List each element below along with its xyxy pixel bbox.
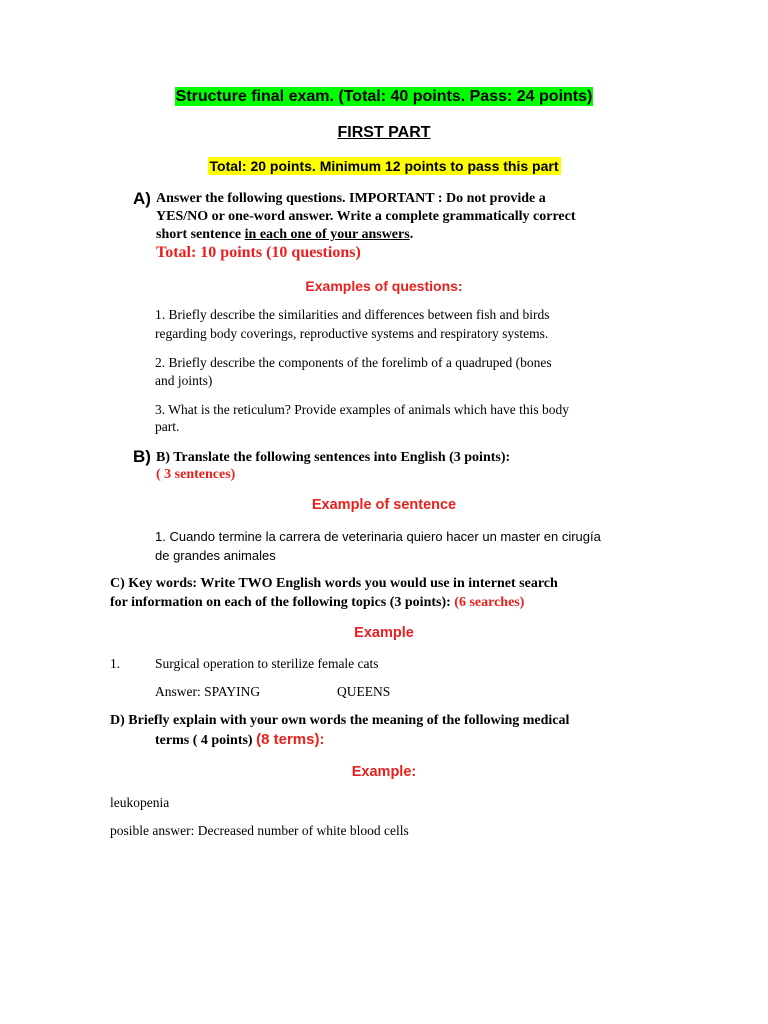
exam-title-text: Structure final exam. (Total: 40 points. Pass: 24 points) xyxy=(175,88,593,105)
section-d-example-heading: Example: xyxy=(351,764,417,780)
section-a-line3-underlined: in each one of your answers xyxy=(244,227,410,242)
question-3-line2: part. xyxy=(155,419,180,434)
question-2-line2: and joints) xyxy=(155,373,213,388)
section-c-line2 xyxy=(110,595,524,611)
section-a-line3-post: . xyxy=(409,227,414,242)
section-b-marker: B) xyxy=(133,447,151,466)
section-a-marker: A) xyxy=(133,189,151,208)
section-d-line2 xyxy=(155,731,324,749)
section-a-total: Total: 10 points (10 questions) xyxy=(156,244,361,261)
section-c-example-heading: Example xyxy=(354,625,414,641)
section-b-count: ( 3 sentences) xyxy=(156,467,236,482)
section-b-example-heading: Example of sentence xyxy=(311,497,457,513)
question-2-line1: 2. Briefly describe the components of the forelimb of a quadruped (bones xyxy=(155,355,552,370)
section-d-line1: D) Briefly explain with your own words the meaning of the following medical xyxy=(110,713,570,728)
part-total-text: Total: 20 points. Minimum 12 points to pass this part xyxy=(209,158,559,174)
section-b-heading: B) Translate the following sentences into English (3 points): xyxy=(156,450,511,465)
question-1-line1: 1. Briefly describe the similarities and differences between fish and birds xyxy=(155,307,550,322)
part-title: FIRST PART xyxy=(337,124,431,141)
topic-item-number: 1. xyxy=(110,656,121,671)
section-c-count: (6 searches) xyxy=(454,595,525,610)
sentence-1-line2: de grandes animales xyxy=(155,548,276,563)
example-term: leukopenia xyxy=(110,795,170,810)
answer-word-2: QUEENS xyxy=(337,684,391,699)
answer-label: Answer: SPAYING xyxy=(155,684,261,699)
section-c-line2-text: for information on each of the following topics (3 points): xyxy=(110,595,451,610)
exam-title xyxy=(0,88,768,106)
section-c-line1: C) Key words: Write TWO English words you would use in internet search xyxy=(110,576,558,591)
part-total xyxy=(0,158,768,176)
question-1-line2: regarding body coverings, reproductive systems and respiratory systems. xyxy=(155,326,549,341)
question-3-line1: 3. What is the reticulum? Provide examples of animals which have this body xyxy=(155,402,570,417)
section-d-line2-text: terms ( 4 points) xyxy=(155,733,253,748)
example-answer: posible answer: Decreased number of white blood cells xyxy=(110,823,409,838)
section-a-examples-heading: Examples of questions: xyxy=(305,278,463,294)
sentence-1-line1: 1. Cuando termine la carrera de veterinaria quiero hacer un master en cirugía xyxy=(155,529,601,544)
section-a-line2: YES/NO or one-word answer. Write a complete grammatically correct xyxy=(156,209,576,224)
topic-item-text: Surgical operation to sterilize female cats xyxy=(155,656,379,671)
section-a-line1: Answer the following questions. IMPORTANT : Do not provide a xyxy=(156,191,546,206)
section-d-count: (8 terms): xyxy=(256,731,325,748)
section-a-line3-pre: short sentence xyxy=(156,227,245,242)
section-a-line3 xyxy=(156,227,413,243)
